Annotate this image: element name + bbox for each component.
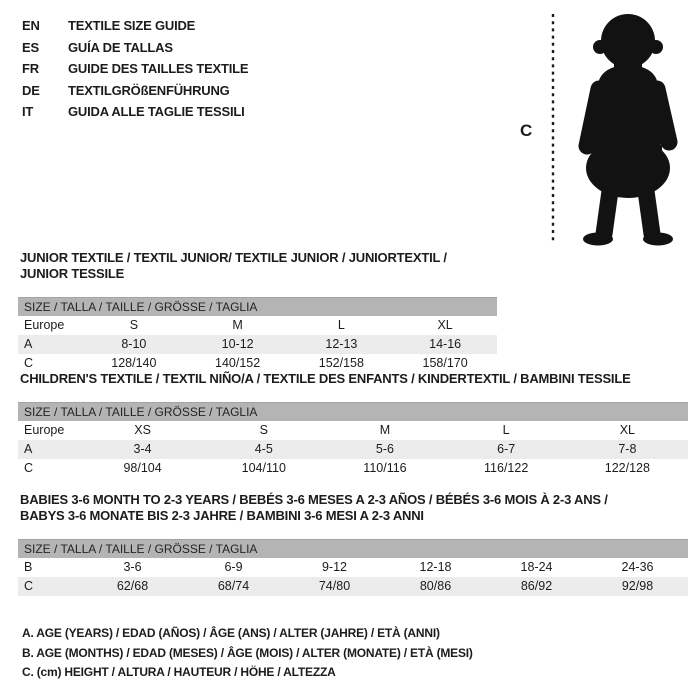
value-cell: M bbox=[379, 423, 391, 437]
language-row bbox=[22, 80, 248, 102]
table-title: JUNIOR TEXTILE / TEXTIL JUNIOR/ TEXTILE JUNIOR / JUNIORTEXTIL / JUNIOR TESSILE bbox=[20, 250, 447, 281]
language-title: TEXTILGRÖßENFÜHRUNG bbox=[68, 82, 230, 98]
value-cell: 9-12 bbox=[321, 560, 348, 574]
legend-line-c: C. (cm) HEIGHT / ALTURA / HAUTEUR / HÖHE / ALTEZZA bbox=[22, 665, 336, 679]
language-row bbox=[22, 37, 248, 59]
value-cell: 10-12 bbox=[221, 337, 254, 351]
value-cell: 12-18 bbox=[419, 560, 452, 574]
value-cell: 98/104 bbox=[123, 461, 162, 475]
size-header-band bbox=[18, 403, 688, 421]
table-row bbox=[18, 421, 688, 440]
value-cell: 12-13 bbox=[325, 337, 358, 351]
language-code: ES bbox=[22, 39, 39, 55]
value-cell: 68/74 bbox=[217, 579, 250, 593]
figure-area bbox=[510, 5, 700, 251]
language-row bbox=[22, 15, 248, 37]
value-cell: 7-8 bbox=[618, 442, 637, 456]
table-row bbox=[18, 316, 497, 335]
table-title: BABIES 3-6 MONTH TO 2-3 YEARS / BEBÉS 3-6 MESES A 2-3 AÑOS / BÉBÉS 3-6 MOIS À 2-3 ANS / bbox=[20, 492, 608, 507]
legend-line-a: A. AGE (YEARS) / EDAD (AÑOS) / ÂGE (ANS) / ALTER (JAHRE) / ETÀ (ANNI) bbox=[22, 626, 440, 640]
size-header-band bbox=[18, 540, 688, 558]
value-cell: 24-36 bbox=[621, 560, 654, 574]
value-cell: S bbox=[259, 423, 268, 437]
table-row bbox=[18, 577, 688, 596]
row-label-cell: C bbox=[24, 461, 34, 475]
size-header-text: SIZE / TALLA / TAILLE / GRÖSSE / TAGLIA bbox=[18, 403, 688, 421]
value-cell: L bbox=[337, 318, 345, 332]
table-title: CHILDREN'S TEXTILE / TEXTIL NIÑO/A / TEXTILE DES ENFANTS / KINDERTEXTIL / BAMBINI TESSILE bbox=[20, 371, 631, 386]
value-cell: 4-5 bbox=[254, 442, 273, 456]
row-label-cell: A bbox=[24, 442, 33, 456]
value-cell: 5-6 bbox=[375, 442, 394, 456]
language-code: DE bbox=[22, 82, 40, 98]
language-row bbox=[22, 58, 248, 80]
junior-size-table-section bbox=[18, 250, 497, 373]
value-cell: 8-10 bbox=[121, 337, 147, 351]
row-label-cell: B bbox=[24, 560, 33, 574]
row-label-cell: Europe bbox=[24, 423, 65, 437]
value-cell: 122/128 bbox=[604, 461, 650, 475]
size-table bbox=[18, 539, 688, 596]
value-cell: 152/158 bbox=[318, 356, 364, 370]
language-title: GUÍA DE TALLAS bbox=[68, 39, 173, 55]
value-cell: 116/122 bbox=[484, 461, 529, 475]
value-cell: 128/140 bbox=[111, 356, 157, 370]
language-title: TEXTILE SIZE GUIDE bbox=[68, 18, 196, 33]
value-cell: 158/170 bbox=[422, 356, 468, 370]
language-code: IT bbox=[22, 104, 34, 119]
value-cell: L bbox=[502, 423, 510, 437]
value-cell: 3-6 bbox=[123, 560, 142, 574]
value-cell: XS bbox=[134, 423, 151, 437]
table-row bbox=[18, 440, 688, 459]
size-header-text: SIZE / TALLA / TAILLE / GRÖSSE / TAGLIA bbox=[18, 298, 497, 316]
language-code: EN bbox=[22, 18, 40, 33]
language-title: GUIDE DES TAILLES TEXTILE bbox=[68, 61, 249, 76]
row-label-cell: A bbox=[24, 337, 33, 351]
size-table bbox=[18, 297, 497, 373]
value-cell: 14-16 bbox=[429, 337, 462, 351]
language-code: FR bbox=[22, 61, 39, 76]
value-cell: 140/152 bbox=[215, 356, 261, 370]
language-title: GUIDA ALLE TAGLIE TESSILI bbox=[68, 104, 245, 119]
measure-legend bbox=[22, 624, 473, 683]
value-cell: XL bbox=[619, 423, 636, 437]
value-cell: 62/68 bbox=[116, 579, 149, 593]
value-cell: 6-7 bbox=[497, 442, 516, 456]
value-cell: 92/98 bbox=[621, 579, 654, 593]
value-cell: S bbox=[129, 318, 139, 332]
value-cell: 74/80 bbox=[318, 579, 351, 593]
size-header-band bbox=[18, 298, 497, 316]
value-cell: XL bbox=[437, 318, 453, 332]
children-size-table-section bbox=[18, 371, 688, 478]
language-row bbox=[22, 101, 248, 123]
row-label-cell: C bbox=[24, 579, 34, 593]
value-cell: 6-9 bbox=[224, 560, 243, 574]
value-cell: 104/110 bbox=[241, 461, 286, 475]
table-title: BABYS 3-6 MONATE BIS 2-3 JAHRE / BAMBINI 3-6 MESI A 2-3 ANNI bbox=[20, 508, 424, 523]
table-row bbox=[18, 335, 497, 354]
value-cell: 18-24 bbox=[520, 560, 553, 574]
height-measure-label: C bbox=[520, 121, 533, 140]
table-row bbox=[18, 354, 497, 373]
value-cell: 3-4 bbox=[133, 442, 152, 456]
row-label-cell: Europe bbox=[24, 318, 65, 332]
toddler-silhouette-icon bbox=[583, 14, 673, 246]
figure-svg bbox=[510, 5, 700, 251]
value-cell: 110/116 bbox=[363, 461, 407, 475]
value-cell: 80/86 bbox=[419, 579, 452, 593]
size-table bbox=[18, 402, 688, 478]
table-row bbox=[18, 558, 688, 577]
legend-line-b: B. AGE (MONTHS) / EDAD (MESES) / ÂGE (MOIS) / ALTER (MONATE) / ETÀ (MESI) bbox=[22, 645, 473, 660]
babies-size-table-section bbox=[18, 492, 688, 596]
value-cell: 86/92 bbox=[520, 579, 553, 593]
size-header-text: SIZE / TALLA / TAILLE / GRÖSSE / TAGLIA bbox=[18, 540, 688, 558]
table-row bbox=[18, 459, 688, 478]
row-label-cell: C bbox=[24, 356, 34, 370]
value-cell: M bbox=[232, 318, 243, 332]
language-list bbox=[22, 15, 248, 123]
